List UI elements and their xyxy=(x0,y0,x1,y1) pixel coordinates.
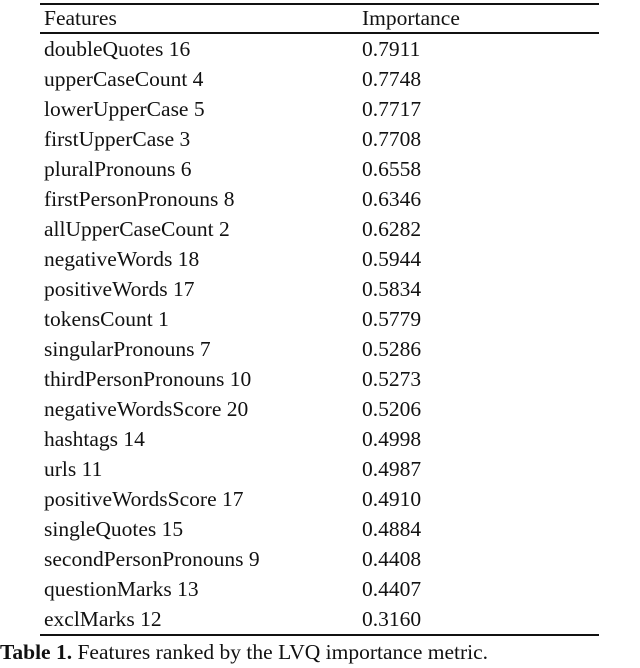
importance-cell: 0.4408 xyxy=(362,546,422,571)
table-row xyxy=(40,274,599,304)
importance-cell: 0.5944 xyxy=(362,246,422,271)
feature-cell: lowerUpperCase 5 xyxy=(44,96,205,121)
importance-cell: 0.5779 xyxy=(362,306,422,331)
table-row xyxy=(40,154,599,184)
feature-cell: thirdPersonPronouns 10 xyxy=(44,366,252,391)
table-row xyxy=(40,544,599,574)
importance-cell: 0.6282 xyxy=(362,216,422,241)
feature-cell: allUpperCaseCount 2 xyxy=(44,216,230,241)
importance-cell: 0.5206 xyxy=(362,396,422,421)
table-row xyxy=(40,64,599,94)
bottom-rule xyxy=(40,634,599,637)
feature-importance-table xyxy=(40,5,599,32)
table-row xyxy=(40,514,599,544)
importance-cell: 0.7708 xyxy=(362,126,422,151)
table-caption xyxy=(0,638,640,666)
caption-label: Table 1. xyxy=(0,640,73,664)
table-row xyxy=(40,364,599,394)
importance-cell: 0.6558 xyxy=(362,156,422,181)
table-row xyxy=(40,454,599,484)
importance-cell: 0.7911 xyxy=(362,36,421,61)
feature-cell: upperCaseCount 4 xyxy=(44,66,204,91)
importance-cell: 0.4910 xyxy=(362,486,422,511)
feature-cell: exclMarks 12 xyxy=(44,606,162,631)
feature-cell: singularPronouns 7 xyxy=(44,336,211,361)
table-row xyxy=(40,304,599,334)
feature-cell: positiveWordsScore 17 xyxy=(44,486,244,511)
table-row xyxy=(40,34,599,64)
table-row xyxy=(40,394,599,424)
feature-cell: doubleQuotes 16 xyxy=(44,36,191,61)
table-row xyxy=(40,484,599,514)
feature-cell: negativeWords 18 xyxy=(44,246,200,271)
feature-importance-table-container xyxy=(40,3,599,636)
feature-cell: negativeWordsScore 20 xyxy=(44,396,249,421)
table-row xyxy=(40,334,599,364)
feature-cell: tokensCount 1 xyxy=(44,306,169,331)
importance-cell: 0.7748 xyxy=(362,66,422,91)
header-features: Features xyxy=(44,6,117,30)
importance-cell: 0.4407 xyxy=(362,576,422,601)
importance-cell: 0.5273 xyxy=(362,366,422,391)
importance-cell: 0.3160 xyxy=(362,606,422,631)
table-row xyxy=(40,604,599,634)
feature-cell: urls 11 xyxy=(44,456,103,481)
feature-cell: secondPersonPronouns 9 xyxy=(44,546,260,571)
importance-cell: 0.4998 xyxy=(362,426,422,451)
importance-cell: 0.5286 xyxy=(362,336,422,361)
table-row xyxy=(40,574,599,604)
feature-cell: questionMarks 13 xyxy=(44,576,199,601)
table-row xyxy=(40,184,599,214)
feature-cell: pluralPronouns 6 xyxy=(44,156,192,181)
feature-cell: singleQuotes 15 xyxy=(44,516,184,541)
table-row xyxy=(40,94,599,124)
caption-text: Features ranked by the LVQ importance metric. xyxy=(72,640,489,664)
importance-cell: 0.5834 xyxy=(362,276,422,301)
feature-cell: hashtags 14 xyxy=(44,426,145,451)
feature-cell: firstUpperCase 3 xyxy=(44,126,191,151)
feature-cell: positiveWords 17 xyxy=(44,276,195,301)
header-importance: Importance xyxy=(362,6,460,30)
feature-cell: firstPersonPronouns 8 xyxy=(44,186,235,211)
importance-cell: 0.4987 xyxy=(362,456,422,481)
table-row xyxy=(40,424,599,454)
table-row xyxy=(40,124,599,154)
header-row xyxy=(40,5,599,32)
table-row xyxy=(40,214,599,244)
feature-importance-body xyxy=(40,34,599,634)
importance-cell: 0.7717 xyxy=(362,96,422,121)
importance-cell: 0.6346 xyxy=(362,186,422,211)
table-row xyxy=(40,244,599,274)
importance-cell: 0.4884 xyxy=(362,516,422,541)
